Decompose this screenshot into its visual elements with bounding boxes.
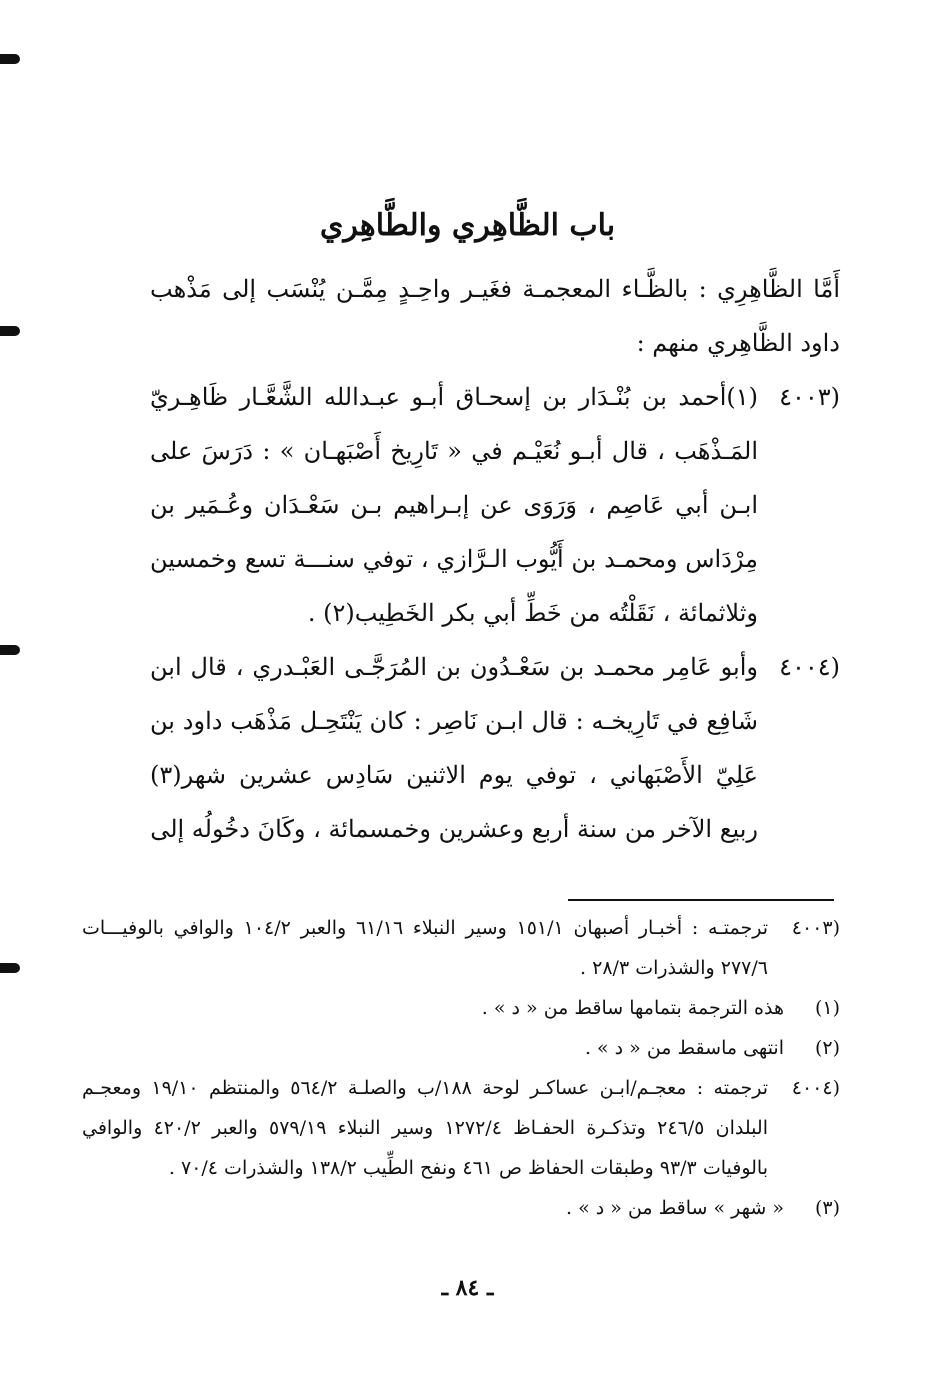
entry-4003 (150, 370, 840, 640)
footnote-item-number: (١) (814, 997, 840, 1019)
footnote-number: (٤٠٠٤ (791, 1077, 840, 1099)
page-number: ـ ٨٤ ـ (441, 1275, 494, 1301)
page-title: باب الظَّاهِري والطَّاهِري (319, 208, 616, 244)
intro-paragraph: أَمَّا الظَّاهِرِي : بالظَّـاء المعجمـة فغَيـر واحِـدٍ مِمَّـن يُنْسَب إلى مَذْهب داود الظَّاهِري منهم : (150, 275, 840, 357)
footnote-item (82, 1188, 840, 1228)
footnote-item-text: انتهى ماسقط من « د » . (584, 1037, 784, 1059)
footnote-item (82, 988, 840, 1028)
entry-text: وأبو عَامِر محمـد بن سَعْـدُون بن المُرَجَّـى العَبْـدري ، قال ابن شَافِع في تَارِيخـه : قال ابـن نَاصِر : كان يَنْتَحِـل مَذْهَب داود بن عَلِيّ الأَصْبَهاني ، توفي يوم الاثنين سَادِس عشرين شهر(٣) ربيع الآخر من سنة أربع وعشرين وخمسمائة ، وكَانَ دخُولُه إلى (150, 653, 758, 843)
entry-4004 (150, 640, 840, 856)
entry-number: (٤٠٠٤ (779, 653, 840, 681)
entry-text: (١)أحمد بن بُنْـدَار بن إسحـاق أبـو عبـدالله الشَّعَّـار ظَاهِـريّ المَـذْهَب ، قال أبـو نُعَيْـم في « تَارِيخ أَصْبَهـان » : دَرَسَ على ابـن أبي عَاصِم ، وَرَوَى عن إبـراهيم بـن سَعْـدَان وعُـمَير بن مِرْدَاس ومحمـد بن أَيُّوب الـرَّازي ، توفي سنـــة تسع وخمسين وثلاثمائة ، نَقَلْتُه من خَطِّ أبي بكر الخَطِيب(٢) . (150, 383, 758, 627)
footnote-item-text: هذه الترجمة بتمامها ساقط من « د » . (481, 997, 784, 1019)
scan-edge-mark (0, 326, 20, 336)
entry-number: (٤٠٠٣ (779, 383, 840, 411)
footnote-item-text: « شهر » ساقط من « د » . (566, 1197, 784, 1219)
main-text (150, 262, 840, 856)
footnote-divider (568, 899, 834, 901)
footnote-item-number: (٢) (814, 1037, 840, 1059)
footnote-item (82, 1028, 840, 1068)
footnote-number: (٤٠٠٣ (791, 917, 840, 939)
footnotes (82, 908, 840, 1228)
scan-edge-mark (0, 963, 20, 973)
footnote-4003 (82, 908, 840, 988)
scan-edge-mark (0, 645, 20, 655)
footnote-text: ترجمتـه : أخبـار أصبهان ١٥١/١ وسير النبلاء ٦١/١٦ والعبر ١٠٤/٢ والوافي بالوفيـــات ٢٧٧/٦ والشذرات ٢٨/٣ . (82, 917, 768, 979)
footnote-item-number: (٣) (814, 1197, 840, 1219)
footnote-4004 (82, 1068, 840, 1188)
footnote-text: ترجمته : معجـم/ابـن عساكـر لوحة ١٨٨/ب والصلـة ٥٦٤/٢ والمنتظم ١٩/١٠ ومعجـم البلدان ٢٤٦/٥ وتذكـرة الحفـاظ ١٢٧٢/٤ وسير النبلاء ٥٧٩/١٩ والعبر ٤٢٠/٢ والوافي بالوفيات ٩٣/٣ وطبقات الحفاظ ص ٤٦١ ونفح الطِّيب ١٣٨/٢ والشذرات ٧٠/٤ . (82, 1077, 768, 1179)
scan-edge-mark (0, 54, 20, 64)
